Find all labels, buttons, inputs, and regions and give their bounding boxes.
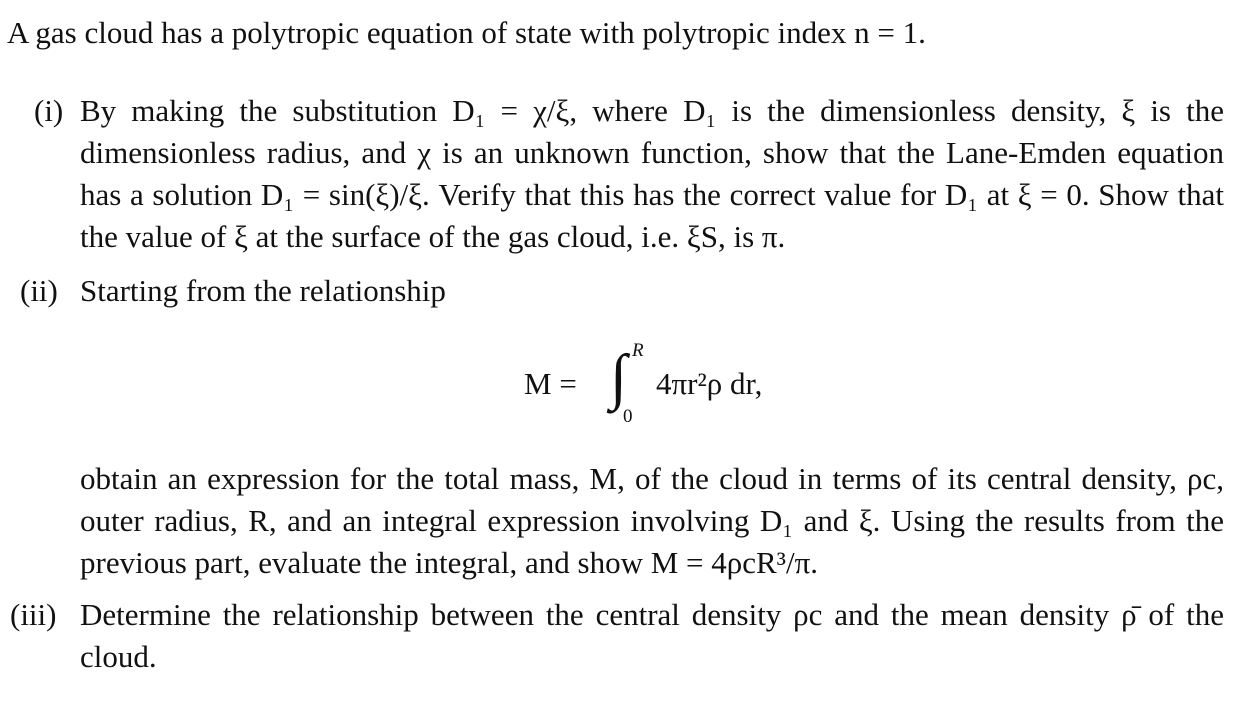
part-iii-text: Determine the relationship between the central density ρc and the mean density ρ̄ of the cloud. — [80, 597, 1224, 674]
part-iii-label: (iii) — [10, 597, 57, 632]
integral-upper-limit: R — [632, 340, 644, 361]
mass-integral-equation — [520, 338, 820, 438]
part-ii-label: (ii) — [20, 273, 58, 308]
problem-intro: A gas cloud has a polytropic equation of state with polytropic index n = 1. — [7, 15, 926, 50]
equation-lhs: M = — [524, 366, 577, 401]
integrand: 4πr²ρ dr, — [656, 366, 763, 401]
part-i-text: By making the substitution D₁ = χ/ξ, where D₁ is the dimensionless density, ξ is the dimensionless radius, and χ is an unknown function, show that the Lane-Emden equation has a solution D₁ = sin(ξ)/ξ. Verify that this has the correct value for D₁ at ξ = 0. Show that the value of ξ at the surface of the gas cloud, i.e. ξS, is π. — [80, 93, 1224, 254]
part-i-label: (i) — [34, 93, 64, 128]
integral-sign: ∫ — [610, 343, 627, 411]
part-ii-text: Starting from the relationship — [80, 273, 446, 308]
part-ii-continuation: obtain an expression for the total mass, M, of the cloud in terms of its central density, ρc, outer radius, R, and an integral expression involving D₁ and ξ. Using the results from the previous part, evaluate the integral, and show M = 4ρcR³/π. — [80, 461, 1224, 580]
integral-lower-limit: 0 — [623, 406, 633, 427]
